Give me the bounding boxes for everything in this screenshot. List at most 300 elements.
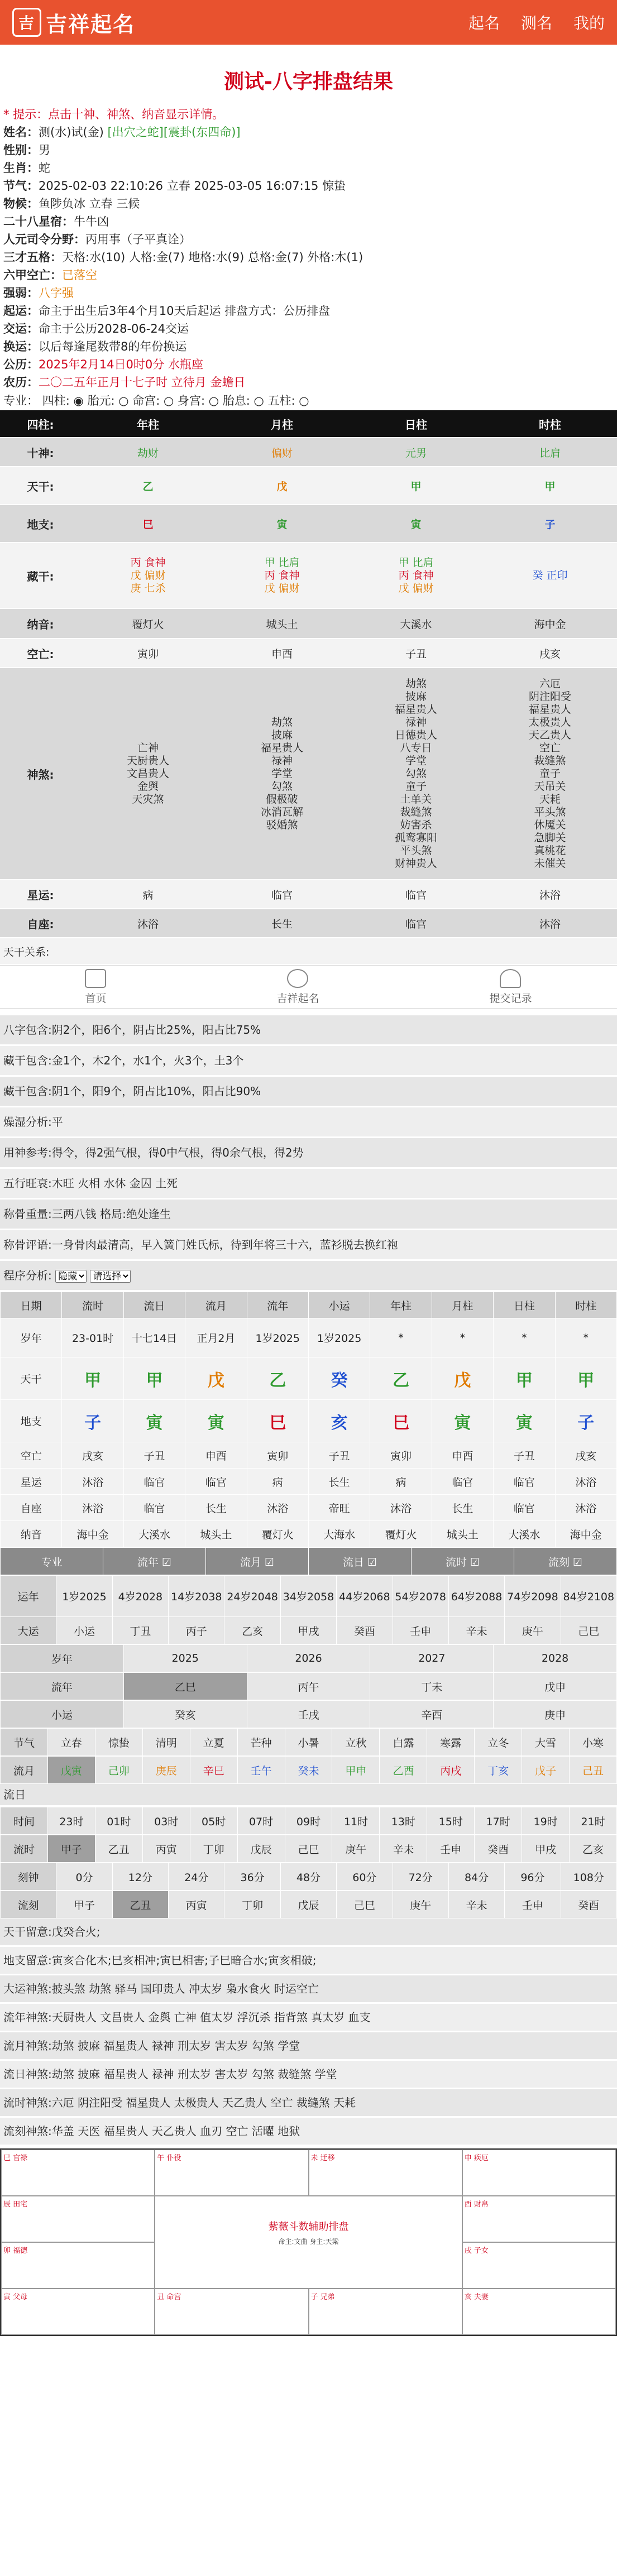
liuyue-item[interactable]: 乙酉	[380, 1757, 427, 1784]
info-qiangruo: 强弱：八字强	[3, 286, 74, 300]
shensha-item[interactable]: 平头煞	[400, 844, 432, 857]
dayun-gz-item[interactable]: 小运	[56, 1617, 112, 1644]
shensha-item[interactable]: 福星贵人	[528, 703, 571, 716]
dayun-gz-item[interactable]: 甲戌	[280, 1617, 336, 1644]
dayun-age-item[interactable]: 4岁2028	[112, 1576, 168, 1617]
shensha-cell[interactable]	[483, 668, 617, 880]
liunian-item[interactable]: 丙午	[247, 1673, 370, 1700]
shensha-item[interactable]: 亡神	[137, 741, 159, 754]
shensha-item[interactable]: 天耗	[539, 793, 561, 805]
shensha-item[interactable]: 禄神	[271, 754, 293, 767]
table-cell: 寅卯	[247, 1442, 308, 1469]
liuyue-item[interactable]: 癸未	[285, 1757, 332, 1784]
ziwei-palace	[1, 2242, 155, 2289]
nav-ceming[interactable]: 测名	[520, 14, 552, 32]
shensha-item[interactable]: 财神贵人	[394, 857, 437, 870]
dayun-gz-item[interactable]: 辛未	[448, 1617, 504, 1644]
shensha-item[interactable]: 土单关	[400, 793, 432, 805]
liuke-item[interactable]: 丙寅	[169, 1891, 224, 1918]
table-cell: *	[370, 1318, 432, 1357]
logo-text: 吉祥起名	[46, 11, 136, 37]
shijian-item[interactable]: 19时	[522, 1807, 570, 1835]
ziwei-palace-name: 亥 夫妻	[464, 2293, 489, 2301]
shijian-item[interactable]: 05时	[190, 1807, 237, 1835]
check-liunian[interactable]: 流年 ☑	[103, 1548, 206, 1575]
table-cell: 沐浴	[247, 1495, 308, 1521]
liushi-item[interactable]: 丁卯	[190, 1835, 237, 1863]
table-cell: 长生	[308, 1469, 370, 1495]
dayun-gz-item[interactable]: 丙子	[169, 1617, 224, 1644]
shensha-item[interactable]: 童子	[405, 780, 427, 793]
shensha-item[interactable]: 六厄	[539, 677, 561, 690]
shijian-item[interactable]: 03时	[142, 1807, 190, 1835]
table-cell: 沐浴	[370, 1495, 432, 1521]
kezhong-item[interactable]: 0分	[56, 1863, 112, 1891]
check-liuke[interactable]: 流刻 ☑	[514, 1548, 617, 1575]
ziwei-center	[155, 2196, 462, 2289]
analysis-line: 藏干包含:金1个，木2个，水1个，火3个，土3个	[0, 1046, 617, 1077]
liuyue-item[interactable]: 己丑	[570, 1757, 617, 1784]
home-icon	[85, 969, 106, 988]
kezhong-item[interactable]: 24分	[169, 1863, 224, 1891]
table-cell: 覆灯火	[370, 1521, 432, 1547]
info-wuhou: 物候：鱼陟负冰 立春 三候	[3, 197, 140, 210]
table-cell: 沐浴	[555, 1495, 616, 1521]
table-cell: 星运	[1, 1469, 62, 1495]
shensha-item[interactable]: 孤鸾寡阳	[394, 831, 437, 844]
kezhong-item[interactable]: 96分	[505, 1863, 561, 1891]
liuyue-item[interactable]: 丁亥	[475, 1757, 522, 1784]
dayun-gz-item[interactable]: 乙亥	[224, 1617, 280, 1644]
ziwei-palace-name: 巳 官禄	[3, 2154, 28, 2162]
liushi-item[interactable]: 戊辰	[237, 1835, 285, 1863]
table-cell: 子	[62, 1400, 123, 1442]
liuyue-strip	[0, 1756, 617, 1784]
app-header	[0, 0, 617, 45]
liuke-item[interactable]: 庚午	[393, 1891, 448, 1918]
suinian-item[interactable]: 2027	[370, 1645, 494, 1672]
liuyue-item[interactable]: 甲申	[332, 1757, 380, 1784]
site-logo[interactable]	[12, 7, 135, 38]
ziwei-palace-name: 卯 福德	[3, 2247, 28, 2255]
liuke-item[interactable]: 甲子	[56, 1891, 112, 1918]
table-cell: 临官	[123, 1495, 185, 1521]
ziwei-palace	[155, 2289, 308, 2335]
dayun-gz-item[interactable]: 庚午	[505, 1617, 561, 1644]
nayin-cell[interactable]: 海中金	[483, 608, 617, 639]
dayun-age-item[interactable]: 54岁2078	[393, 1576, 448, 1617]
shensha-item[interactable]: 驳婚煞	[266, 818, 298, 831]
liushi-strip	[0, 1835, 617, 1863]
radio-minggong[interactable]: 命宫: ○	[132, 394, 174, 407]
ziwei-palace-name: 戌 子女	[464, 2247, 489, 2255]
dayun-age-item[interactable]: 24岁2048	[224, 1576, 280, 1617]
table-cell: 长生	[432, 1495, 493, 1521]
liuke-item[interactable]: 乙丑	[112, 1891, 168, 1918]
suinian-item[interactable]: 2028	[494, 1645, 617, 1672]
pro-checkboxes: 专业 流年 ☑ 流月 ☑ 流日 ☑ 流时 ☑ 流刻 ☑	[0, 1547, 617, 1575]
info-jieqi: 节气：2025-02-03 22:10:26 立春 2025-03-05 16:07:15 惊蛰	[3, 179, 346, 193]
jieqi-item[interactable]: 立秋	[332, 1729, 380, 1756]
ziwei-palace	[462, 2289, 616, 2335]
liuke-strip	[0, 1891, 617, 1918]
table-cell: 沐浴	[555, 1469, 616, 1495]
shensha-item[interactable]: 学堂	[271, 767, 293, 780]
shensha-cell[interactable]	[349, 668, 483, 880]
note-line: 地支留意:寅亥合化木;巳亥相冲;寅巳相害;子巳暗合水;寅亥相破;	[0, 1947, 617, 1975]
shensha-cell[interactable]	[81, 668, 215, 880]
shensha-item[interactable]: 学堂	[405, 754, 427, 767]
info-sancai: 三才五格：天格:水(10) 人格:金(7) 地格:水(9) 总格:金(7) 外格:木(1)	[3, 251, 363, 264]
tab-records[interactable]: 提交记录	[489, 969, 532, 1005]
liushi-item[interactable]: 乙丑	[95, 1835, 142, 1863]
analysis-line: 称骨重量:三两八钱 格局:绝处逢生	[0, 1200, 617, 1230]
info-qiyun: 起运：命主于出生后3年4个月10天后起运 排盘方式：公历排盘	[3, 304, 331, 318]
table-cell: 帝旺	[308, 1495, 370, 1521]
shijian-item[interactable]: 01时	[95, 1807, 142, 1835]
liuyun-header: 流时	[62, 1292, 123, 1318]
shishen-cell[interactable]: 比肩	[483, 438, 617, 467]
note-line: 天干留意:戊癸合火;	[0, 1918, 617, 1947]
dayun-age-item[interactable]: 84岁2108	[561, 1576, 616, 1617]
jieqi-item[interactable]: 立春	[47, 1729, 95, 1756]
shensha-item[interactable]: 未催关	[534, 857, 566, 870]
ziwei-chart	[0, 2148, 617, 2336]
jieqi-item[interactable]: 芒种	[237, 1729, 285, 1756]
liuyun-table	[0, 1292, 617, 1547]
jieqi-item[interactable]: 惊蛰	[95, 1729, 142, 1756]
table-cell: 巳	[247, 1400, 308, 1442]
table-cell: *	[555, 1318, 616, 1357]
xiaoyun-item[interactable]: 癸亥	[123, 1701, 247, 1728]
shensha-item[interactable]: 勾煞	[405, 767, 427, 780]
shensha-item[interactable]: 裁缝煞	[534, 754, 566, 767]
shijian-item[interactable]: 21时	[570, 1807, 617, 1835]
liushi-label: 流时	[1, 1835, 48, 1863]
radio-wuzhu[interactable]: 五柱: ○	[267, 394, 309, 407]
table-cell: 沐浴	[62, 1495, 123, 1521]
table-cell: 临官	[494, 1495, 555, 1521]
table-cell: 地支	[1, 1400, 62, 1442]
table-cell: 子丑	[123, 1442, 185, 1469]
liuyun-header: 年柱	[370, 1292, 432, 1318]
dayun-age-item[interactable]: 64岁2088	[448, 1576, 504, 1617]
shensha-item[interactable]: 太极贵人	[528, 716, 571, 728]
ziwei-palace	[462, 2242, 616, 2289]
shishen-cell[interactable]: 元男	[349, 438, 483, 467]
canggan-cell[interactable]: 丙 食神 戊 偏财 庚 七杀	[81, 543, 215, 608]
note-line: 流年神煞:天厨贵人 文昌贵人 金舆 亡神 值太岁 浮沉杀 指背煞 真太岁 血支	[0, 2004, 617, 2032]
logo-badge: 吉	[12, 8, 41, 37]
liuyun-header: 时柱	[555, 1292, 616, 1318]
shensha-item[interactable]: 裁缝煞	[400, 805, 432, 818]
nayin-cell[interactable]: 覆灯火	[81, 608, 215, 639]
table-cell: 自座	[1, 1495, 62, 1521]
shensha-item[interactable]: 真桃花	[534, 844, 566, 857]
table-cell: 正月2月	[185, 1318, 247, 1357]
liushi-item[interactable]: 甲子	[47, 1835, 95, 1863]
bazi-chart: 四柱: 年柱 月柱 日柱 时柱 十神: 劫财 偏财 元男 比肩 天干: 乙 戊 甲 甲 地支: 巳 寅 寅 子 藏干: 丙 食神 戊 偏财 庚 七杀 甲 比肩 丙 食神 戊 偏财 甲 比肩 丙 食神 戊 偏财 癸 正印 纳音: 覆灯火 城头土 大溪水 海中金 空亡: 寅卯 申酉 子丑 戌亥 神煞: 亡神 天厨贵人 文昌贵人 金舆 天灾煞 劫煞 披麻 福星贵人 禄神 学堂 勾煞 假极破 冰消瓦解 驳婚煞 劫煞 披麻 福星贵人 禄神 日德贵人 八专日 学堂 勾煞 童子 土单关 裁缝煞 妨害杀 孤鸾寡阳 平头煞 财神贵人 六厄 阴注阳受 福星贵人 太极贵人 天乙贵人 空亡 裁缝煞 童子 天吊关 天耗 平头煞 休魇关 急脚关 真桃花 未催关 星运: 病 临官 临官 沐浴 自座: 沐浴 长生 临官 沐浴 天干关系:	[0, 410, 617, 965]
xiaoyun-item[interactable]: 庚申	[494, 1701, 617, 1728]
shensha-item[interactable]: 福星贵人	[394, 703, 437, 716]
analysis-line: 称骨评语:一身骨肉最清高，早入簧门姓氏标，待到年将三十六，蓝衫脱去换红袍	[0, 1230, 617, 1261]
shensha-item[interactable]: 天吊关	[534, 780, 566, 793]
liuke-label: 流刻	[1, 1891, 56, 1918]
dayun-age-item[interactable]: 1岁2025	[56, 1576, 112, 1617]
liuke-item[interactable]: 癸酉	[561, 1891, 616, 1918]
jieqi-item[interactable]: 小寒	[570, 1729, 617, 1756]
shijian-item[interactable]: 13时	[380, 1807, 427, 1835]
table-cell: 申酉	[185, 1442, 247, 1469]
dayun-gz-item[interactable]: 己巳	[561, 1617, 616, 1644]
table-cell: 大海水	[308, 1521, 370, 1547]
radio-shengong[interactable]: 身宫: ○	[177, 394, 219, 407]
liuke-item[interactable]: 戊辰	[280, 1891, 336, 1918]
jieqi-item[interactable]: 小暑	[285, 1729, 332, 1756]
shishen-cell[interactable]: 偏财	[215, 438, 349, 467]
dayun-age-item[interactable]: 34岁2058	[280, 1576, 336, 1617]
table-cell: 岁年	[1, 1318, 62, 1357]
liuyun-header: 流月	[185, 1292, 247, 1318]
radio-sizhu[interactable]: 四柱: ◉	[42, 394, 84, 407]
jieqi-item[interactable]: 寒露	[427, 1729, 475, 1756]
shijian-item[interactable]: 11时	[332, 1807, 380, 1835]
shensha-item[interactable]: 假极破	[266, 793, 298, 805]
ziwei-palace	[1, 2289, 155, 2335]
liuri-label: 流日	[0, 1784, 617, 1807]
liuyun-header: 流年	[247, 1292, 308, 1318]
check-liushi[interactable]: 流时 ☑	[412, 1548, 514, 1575]
table-cell: 天干	[1, 1357, 62, 1400]
nayin-cell[interactable]: 城头土	[215, 608, 349, 639]
shensha-item[interactable]: 冰消瓦解	[260, 805, 303, 818]
canggan-cell[interactable]: 甲 比肩 丙 食神 戊 偏财	[215, 543, 349, 608]
liuyue-label: 流月	[1, 1757, 48, 1784]
note-line: 流刻神煞:华盖 天医 福星贵人 天乙贵人 血刃 空亡 活曜 地狱	[0, 2118, 617, 2146]
liunian-item[interactable]: 乙巳	[123, 1673, 247, 1700]
table-cell: 临官	[185, 1469, 247, 1495]
shensha-item[interactable]: 日德贵人	[394, 728, 437, 741]
kezhong-item[interactable]: 72分	[393, 1863, 448, 1891]
table-cell: 1岁2025	[308, 1318, 370, 1357]
liushi-item[interactable]: 辛未	[380, 1835, 427, 1863]
dayun-table	[0, 1575, 617, 1644]
liuyue-item[interactable]: 辛巳	[190, 1757, 237, 1784]
shensha-item[interactable]: 福星贵人	[260, 741, 303, 754]
tab-home[interactable]: 首页	[85, 969, 106, 1005]
table-cell: 甲	[62, 1357, 123, 1400]
liuyun-header: 流日	[123, 1292, 185, 1318]
shijian-strip	[0, 1807, 617, 1835]
hide-select[interactable]	[55, 1270, 87, 1283]
tip-text: * 提示：点击十神、神煞、纳音显示详情。	[3, 108, 224, 121]
liushi-item[interactable]: 乙亥	[570, 1835, 617, 1863]
table-cell: 纳音	[1, 1521, 62, 1547]
xiaoyun-item[interactable]: 壬戌	[247, 1701, 370, 1728]
shensha-item[interactable]: 空亡	[539, 741, 561, 754]
liuke-item[interactable]: 辛未	[448, 1891, 504, 1918]
table-cell: 癸	[308, 1357, 370, 1400]
ziwei-center-title: 紫薇斗数辅助排盘	[268, 2221, 349, 2233]
liunian-item[interactable]: 戊申	[494, 1673, 617, 1700]
liushi-item[interactable]: 己巳	[285, 1835, 332, 1863]
shensha-item[interactable]: 禄神	[405, 716, 427, 728]
ziwei-palace	[1, 2150, 155, 2196]
shensha-item[interactable]: 天灾煞	[132, 793, 164, 805]
shijian-item[interactable]: 15时	[427, 1807, 475, 1835]
mode-radio-group: 专业： 四柱: ◉ 胎元: ○ 命宫: ○ 身宫: ○ 胎息: ○ 五柱: ○	[3, 394, 309, 407]
liushi-item[interactable]: 癸酉	[475, 1835, 522, 1863]
radio-taixi[interactable]: 胎息: ○	[222, 394, 264, 407]
liuke-item[interactable]: 丁卯	[224, 1891, 280, 1918]
shensha-item[interactable]: 妨害杀	[400, 818, 432, 831]
dayun-gz-item[interactable]: 癸酉	[337, 1617, 393, 1644]
table-cell: 23-01时	[62, 1318, 123, 1357]
table-cell: 长生	[185, 1495, 247, 1521]
liuke-item[interactable]: 己巳	[337, 1891, 393, 1918]
ziwei-palace-name: 酉 财帛	[464, 2200, 489, 2209]
shishen-cell[interactable]: 劫财	[81, 438, 215, 467]
shensha-item[interactable]: 劫煞	[271, 716, 293, 728]
table-cell: 戌亥	[62, 1442, 123, 1469]
dayun-gz-label: 大运	[1, 1617, 56, 1644]
top-nav	[468, 11, 605, 33]
liushi-item[interactable]: 庚午	[332, 1835, 380, 1863]
jieqi-label: 节气	[1, 1729, 48, 1756]
nav-qiming[interactable]: 起名	[468, 14, 500, 32]
jieqi-item[interactable]: 白露	[380, 1729, 427, 1756]
dayun-gz-item[interactable]: 壬申	[393, 1617, 448, 1644]
shensha-item[interactable]: 文昌贵人	[126, 767, 169, 780]
table-cell: 空亡	[1, 1442, 62, 1469]
table-cell: 戊	[185, 1357, 247, 1400]
table-cell: 海中金	[555, 1521, 616, 1547]
table-cell: 戊	[432, 1357, 493, 1400]
kezhong-item[interactable]: 84分	[448, 1863, 504, 1891]
analysis-select-row: 程序分析: 隐藏 请选择	[0, 1261, 617, 1292]
analysis-line: 燥湿分析:平	[0, 1107, 617, 1138]
ziwei-center-sub: 命主:文曲 身主:天梁	[278, 2238, 339, 2246]
table-cell: 甲	[123, 1357, 185, 1400]
shensha-item[interactable]: 天厨贵人	[126, 754, 169, 767]
liuyun-header: 月柱	[432, 1292, 493, 1318]
shensha-item[interactable]: 勾煞	[271, 780, 293, 793]
dayun-age-item[interactable]: 74岁2098	[505, 1576, 561, 1617]
shijian-item[interactable]: 17时	[475, 1807, 522, 1835]
table-cell: 子丑	[308, 1442, 370, 1469]
kezhong-item[interactable]: 108分	[561, 1863, 616, 1891]
dayun-age-item[interactable]: 14岁2038	[169, 1576, 224, 1617]
kezhong-item[interactable]: 48分	[280, 1863, 336, 1891]
shensha-item[interactable]: 平头煞	[534, 805, 566, 818]
liuyue-item[interactable]: 戊子	[522, 1757, 570, 1784]
jieqi-item[interactable]: 大雪	[522, 1729, 570, 1756]
shensha-item[interactable]: 披麻	[271, 728, 293, 741]
pick-select[interactable]	[90, 1270, 131, 1283]
info-kongwang: 六甲空亡：已落空	[3, 268, 97, 282]
dayun-age-label: 运年	[1, 1576, 56, 1617]
ziwei-palace-name: 子 兄弟	[310, 2293, 335, 2301]
info-nongli: 农历：二〇二五年正月十七子时 立待月 金蟾日	[3, 376, 246, 389]
jieqi-item[interactable]: 立夏	[190, 1729, 237, 1756]
shensha-item[interactable]: 天乙贵人	[528, 728, 571, 741]
shensha-item[interactable]: 金舆	[137, 780, 159, 793]
analysis-line: 用神参考:得令，得2强气根，得0中气根，得0余气根，得2势	[0, 1138, 617, 1169]
table-cell: 沐浴	[62, 1469, 123, 1495]
shensha-item[interactable]: 童子	[539, 767, 561, 780]
table-cell: 寅	[185, 1400, 247, 1442]
table-cell: 乙	[247, 1357, 308, 1400]
tab-qiming[interactable]: 吉祥起名	[276, 969, 319, 1005]
check-liuyue[interactable]: 流月 ☑	[206, 1548, 309, 1575]
suinian-item[interactable]: 2025	[123, 1645, 247, 1672]
shensha-item[interactable]: 阴注阳受	[528, 690, 571, 703]
check-liuri[interactable]: 流日 ☑	[309, 1548, 412, 1575]
dayun-age-item[interactable]: 44岁2068	[337, 1576, 393, 1617]
liuyue-item[interactable]: 己卯	[95, 1757, 142, 1784]
flower-icon	[287, 969, 308, 988]
liuyun-header: 小运	[308, 1292, 370, 1318]
liuke-item[interactable]: 壬申	[505, 1891, 561, 1918]
ziwei-palace-name: 未 迁移	[310, 2154, 335, 2162]
kezhong-item[interactable]: 36分	[224, 1863, 280, 1891]
xiaoyun-label: 小运	[1, 1701, 124, 1728]
table-cell: 申酉	[432, 1442, 493, 1469]
liuyue-item[interactable]: 庚辰	[142, 1757, 190, 1784]
table-cell: 城头土	[432, 1521, 493, 1547]
jieqi-item[interactable]: 立冬	[475, 1729, 522, 1756]
shensha-item[interactable]: 休魇关	[534, 818, 566, 831]
kezhong-item[interactable]: 60分	[337, 1863, 393, 1891]
shensha-item[interactable]: 披麻	[405, 690, 427, 703]
table-cell: 临官	[432, 1469, 493, 1495]
nav-wode[interactable]: 我的	[573, 14, 605, 32]
liushi-item[interactable]: 壬申	[427, 1835, 475, 1863]
xiaoyun-item[interactable]: 辛酉	[370, 1701, 494, 1728]
shensha-item[interactable]: 劫煞	[405, 677, 427, 690]
table-cell: 子丑	[494, 1442, 555, 1469]
shensha-item[interactable]: 八专日	[400, 741, 432, 754]
table-cell: 临官	[123, 1469, 185, 1495]
shijian-item[interactable]: 23时	[47, 1807, 95, 1835]
liushi-item[interactable]: 甲戌	[522, 1835, 570, 1863]
liuyue-item[interactable]: 戊寅	[47, 1757, 95, 1784]
liuyun-header: 日柱	[494, 1292, 555, 1318]
shijian-item[interactable]: 07时	[237, 1807, 285, 1835]
ziwei-palace	[1, 2196, 155, 2242]
suinian-item[interactable]: 2026	[247, 1645, 370, 1672]
radio-taiyuan[interactable]: 胎元: ○	[87, 394, 129, 407]
canggan-cell[interactable]: 甲 比肩 丙 食神 戊 偏财	[349, 543, 483, 608]
info-gongli: 公历：2025年2月14日0时0分 水瓶座	[3, 358, 203, 371]
info-xiu: 二十八星宿：牛牛凶	[3, 215, 109, 228]
liunian-item[interactable]: 丁未	[370, 1673, 494, 1700]
note-line: 流时神煞:六厄 阴注阳受 福星贵人 太极贵人 天乙贵人 空亡 裁缝煞 天耗	[0, 2089, 617, 2118]
shensha-cell[interactable]	[215, 668, 349, 880]
liuyue-item[interactable]: 壬午	[237, 1757, 285, 1784]
jieqi-item[interactable]: 清明	[142, 1729, 190, 1756]
table-cell: 巳	[370, 1400, 432, 1442]
kezhong-item[interactable]: 12分	[112, 1863, 168, 1891]
nayin-cell[interactable]: 大溪水	[349, 608, 483, 639]
liushi-item[interactable]: 丙寅	[142, 1835, 190, 1863]
liuyue-item[interactable]: 丙戌	[427, 1757, 475, 1784]
shijian-item[interactable]: 09时	[285, 1807, 332, 1835]
dayun-gz-item[interactable]: 丁丑	[112, 1617, 168, 1644]
canggan-cell[interactable]: 癸 正印	[483, 543, 617, 608]
kezhong-strip	[0, 1863, 617, 1891]
shensha-item[interactable]: 急脚关	[534, 831, 566, 844]
